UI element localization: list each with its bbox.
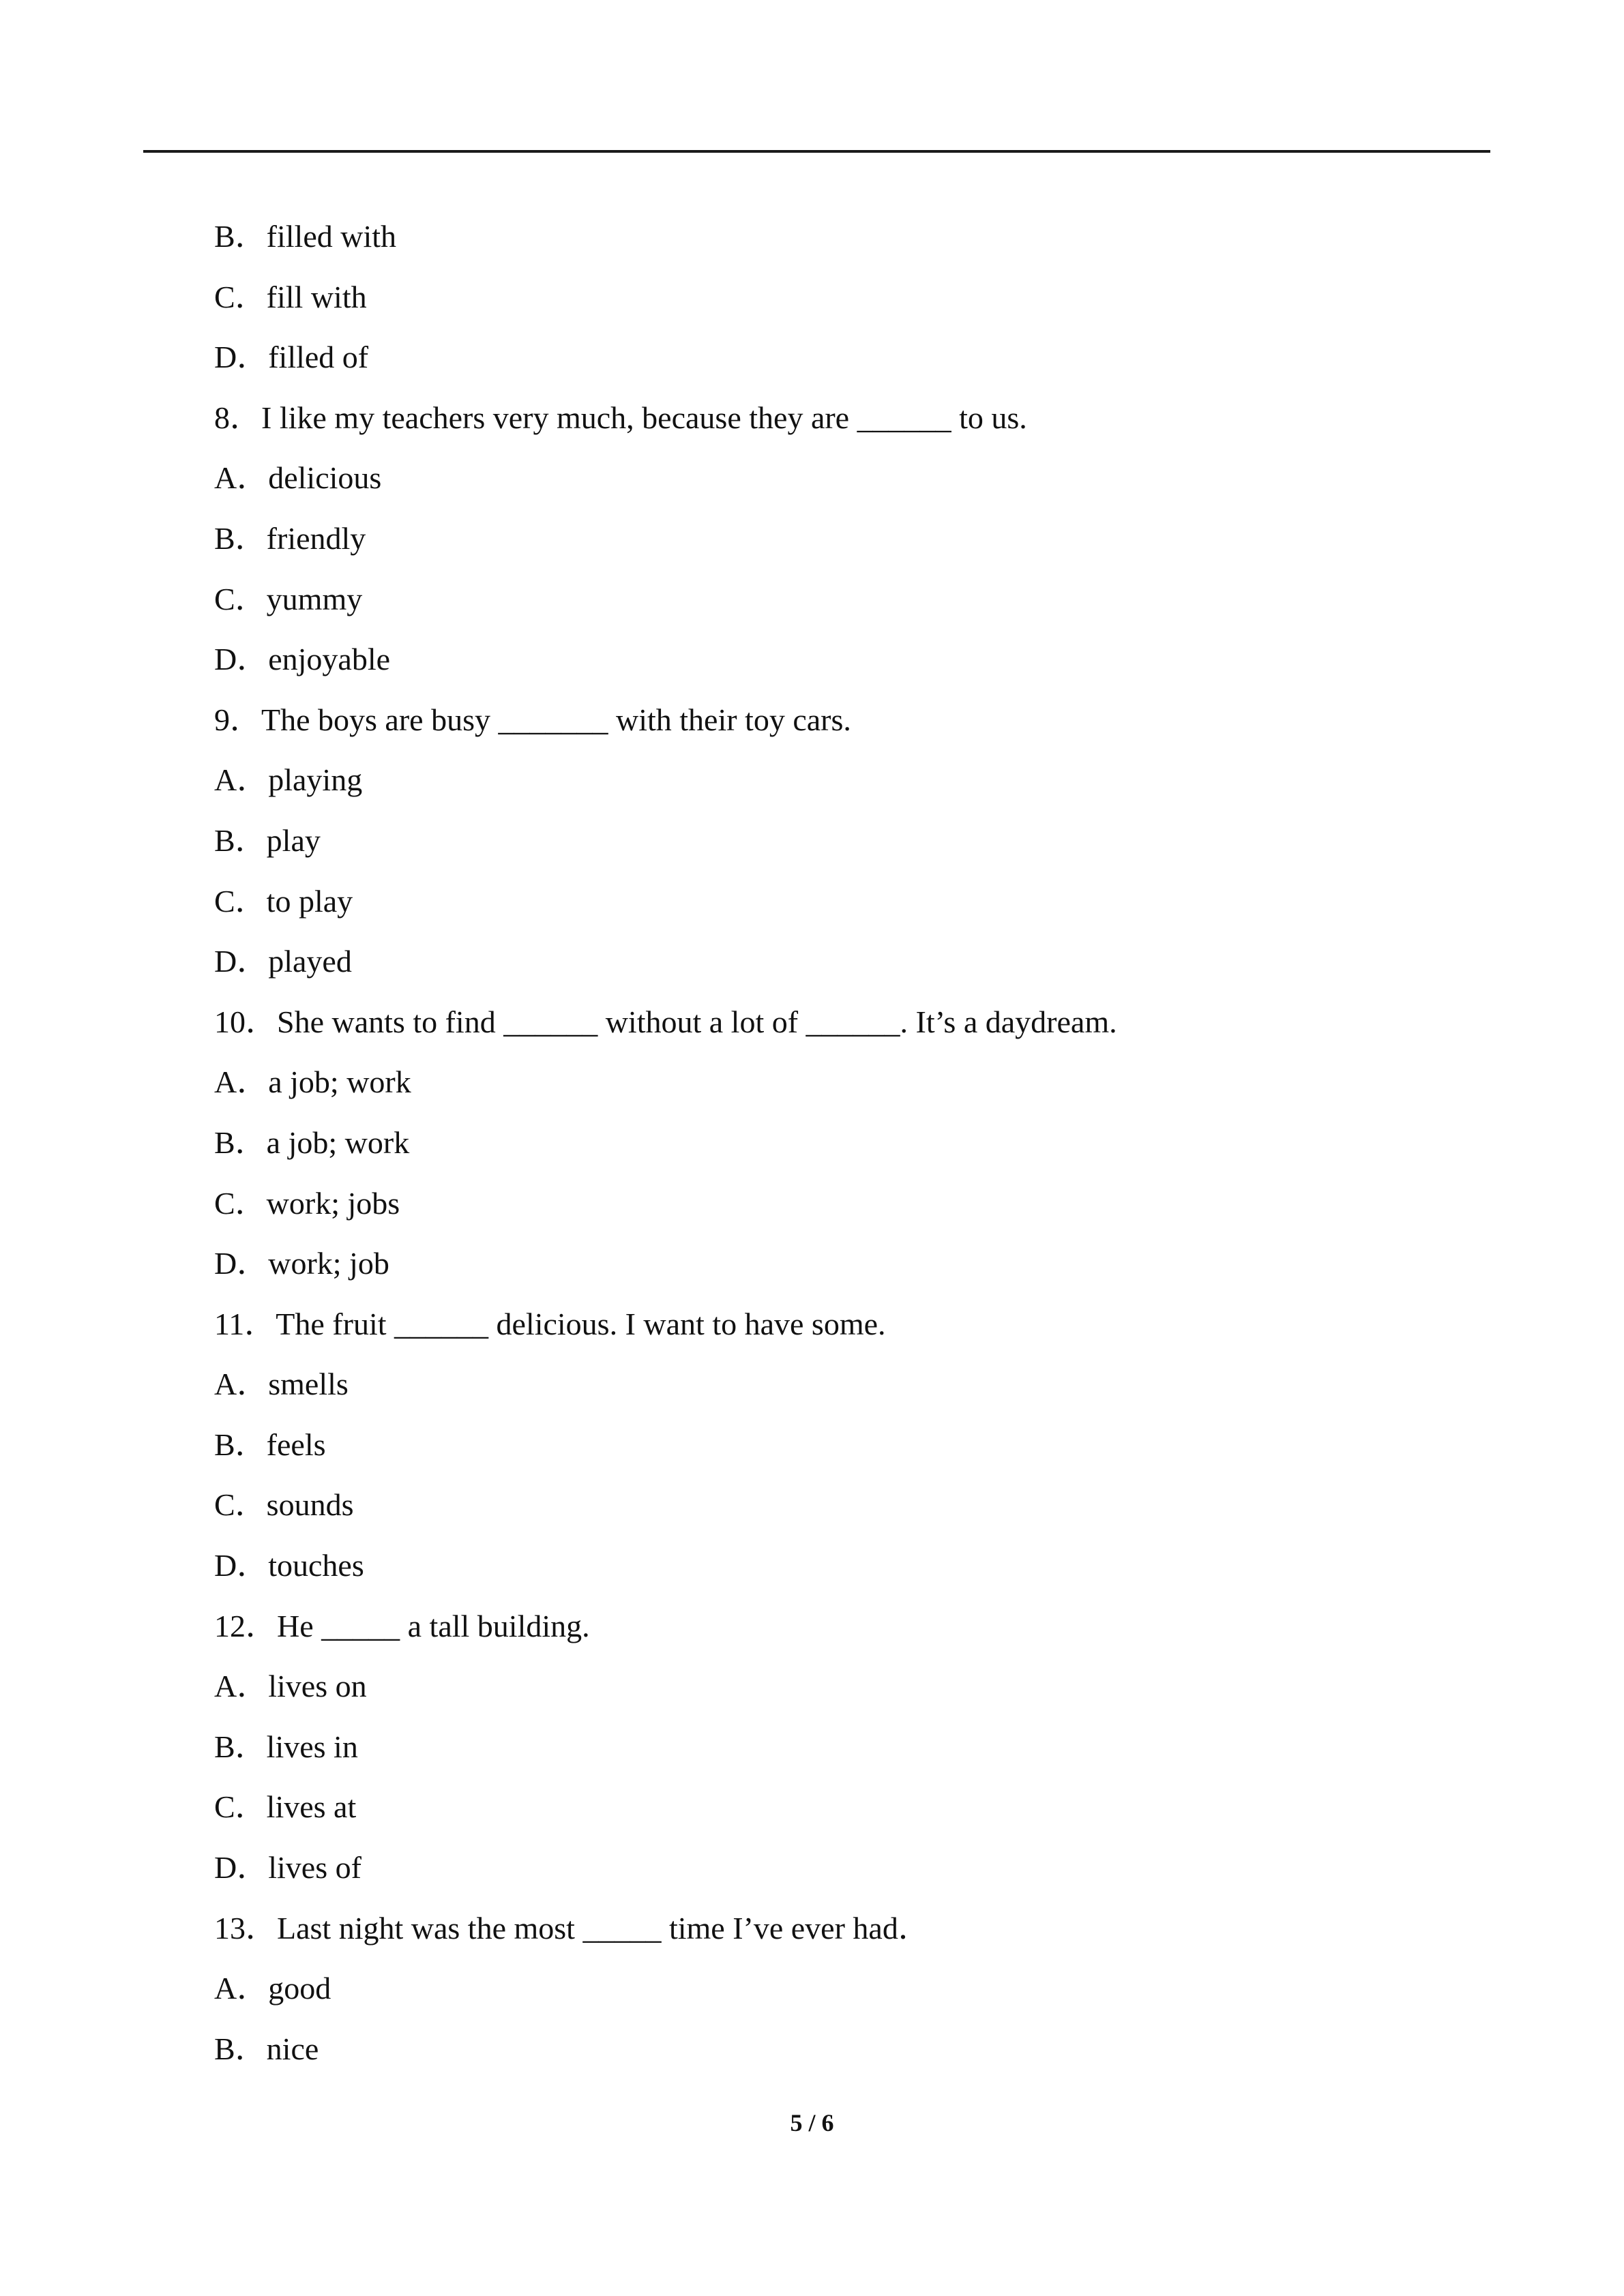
option-line: A．delicious [214, 460, 382, 496]
option-line: D．touches [214, 1548, 364, 1583]
header-rule [143, 150, 1490, 153]
question-line: 8．I like my teachers very much, because they are ______ to us. [214, 400, 1027, 435]
option-line: B．play [214, 822, 321, 858]
option-line: A．smells [214, 1367, 349, 1402]
option-line: D．work; job [214, 1246, 389, 1281]
option-line: D．enjoyable [214, 642, 391, 677]
question-line: 13．Last night was the most _____ time I’ve ever had． [214, 1910, 930, 1945]
option-line: B．a job; work [214, 1124, 410, 1160]
question-line: 12．He _____ a tall building. [214, 1608, 590, 1643]
option-line: A．playing [214, 762, 363, 798]
option-line: A．a job; work [214, 1064, 411, 1100]
option-line: D．filled of [214, 340, 369, 375]
option-line: B．friendly [214, 520, 366, 556]
option-line: B．feels [214, 1427, 326, 1462]
option-line: A．good [214, 1971, 331, 2006]
option-line: B．lives in [214, 1729, 358, 1764]
option-line: C．fill with [214, 279, 367, 314]
option-line: D．played [214, 944, 352, 979]
question-line: 9．The boys are busy _______ with their toy cars. [214, 702, 851, 737]
option-line: C．work; jobs [214, 1185, 400, 1221]
page-number: 5 / 6 [790, 2109, 834, 2136]
option-line: A．lives on [214, 1669, 367, 1704]
option-line: C．to play [214, 883, 353, 919]
option-line: D．lives of [214, 1850, 361, 1885]
option-line: C．sounds [214, 1487, 354, 1523]
option-line: B．nice [214, 2031, 319, 2066]
option-line: C．yummy [214, 581, 363, 616]
question-line: 11．The fruit ______ delicious. I want to have some. [214, 1306, 886, 1341]
option-line: B．filled with [214, 219, 397, 254]
option-line: C．lives at [214, 1789, 357, 1825]
question-line: 10．She wants to find ______ without a lot of ______. It’s a daydream. [214, 1004, 1117, 1039]
question-list [214, 213, 1117, 2085]
